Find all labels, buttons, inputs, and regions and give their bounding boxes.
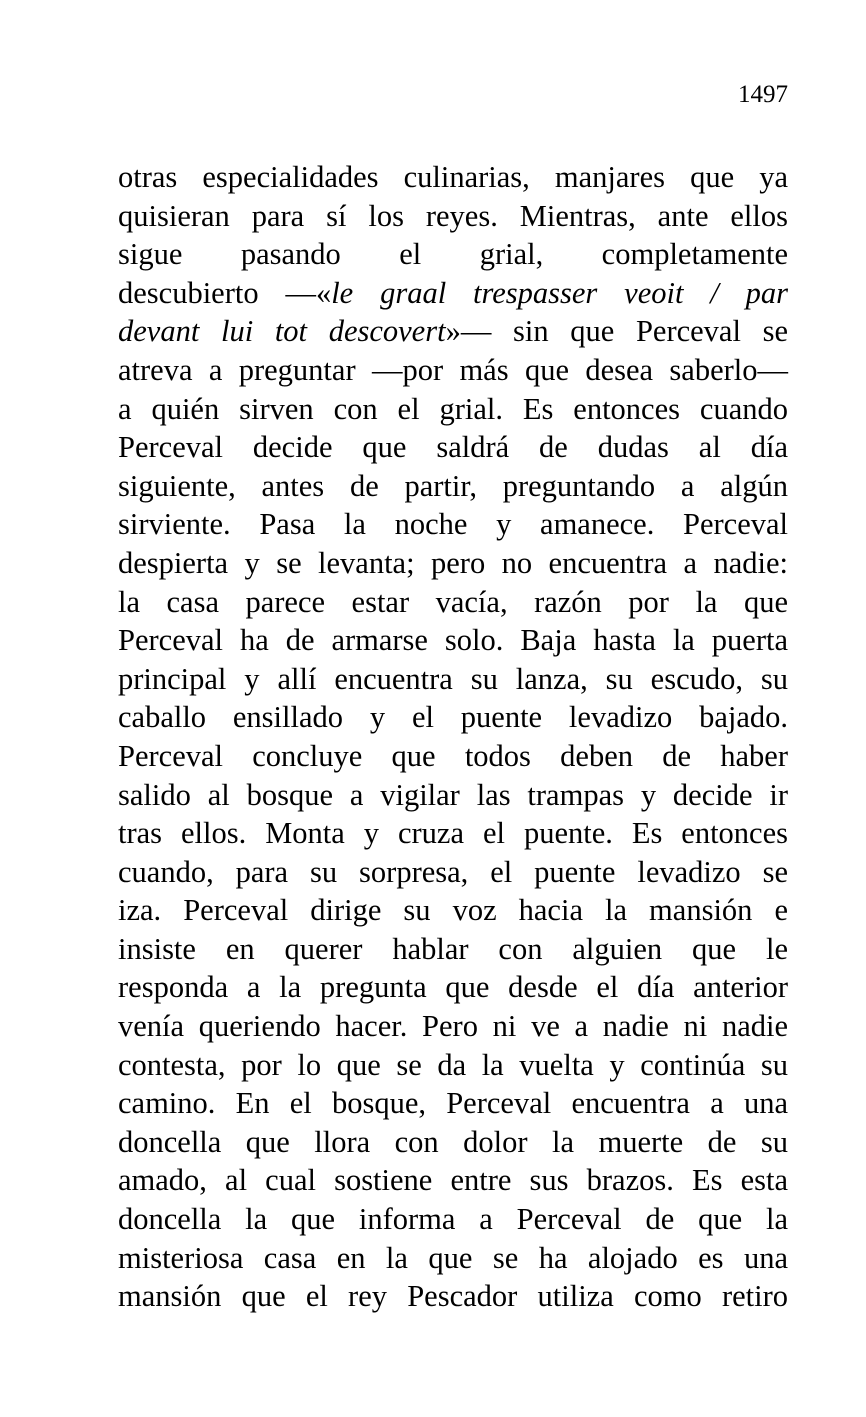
text-segment: »— sin que Perceval se — [445, 314, 789, 349]
text-line: responda a la pregunta que desde el día anterior — [118, 970, 788, 1005]
text-line: camino. En el bosque, Perceval encuentra a una — [118, 1086, 788, 1121]
text-line: Perceval ha de armarse solo. Baja hasta la puerta — [118, 623, 788, 658]
text-line: otras especialidades culinarias, manjares que ya — [118, 160, 788, 194]
text-line: mansión que el rey Pescador utiliza como retiro — [118, 1279, 788, 1314]
text-line: salido al bosque a vigilar las trampas y decide ir — [118, 777, 788, 812]
text-line: sigue pasando el grial, completamente — [118, 237, 788, 272]
body-text — [118, 158, 788, 1316]
italic-quote: devant lui tot descovert — [118, 314, 446, 349]
text-line: sirviente. Pasa la noche y amanece. Perceval — [118, 507, 788, 542]
text-line: insiste en querer hablar con alguien que le — [118, 931, 788, 966]
text-line: a quién sirven con el grial. Es entonces cuando — [118, 391, 788, 426]
text-line: amado, al cual sostiene entre sus brazos. Es esta — [118, 1163, 788, 1198]
text-line: atreva a preguntar —por más que desea saberlo— — [118, 352, 788, 387]
text-line: Perceval concluye que todos deben de haber — [118, 738, 788, 773]
page-number: 1497 — [738, 81, 788, 108]
text-line: iza. Perceval dirige su voz hacia la mansión e — [118, 893, 788, 928]
text-line: principal y allí encuentra su lanza, su escudo, su — [118, 661, 788, 696]
text-line: despierta y se levanta; pero no encuentra a nadie: — [118, 545, 788, 580]
text-line: misteriosa casa en la que se ha alojado es una — [118, 1240, 788, 1275]
text-line — [118, 312, 788, 351]
text-line: tras ellos. Monta y cruza el puente. Es entonces — [118, 816, 788, 851]
text-line: caballo ensillado y el puente levadizo bajado. — [118, 700, 788, 735]
text-line: Perceval decide que saldrá de dudas al día — [118, 430, 788, 465]
text-line: contesta, por lo que se da la vuelta y continúa su — [118, 1047, 788, 1082]
text-line: siguiente, antes de partir, preguntando a algún — [118, 468, 788, 503]
italic-quote: le graal trespasser veoit / par — [331, 275, 788, 310]
text-line: doncella que llora con dolor la muerte de su — [118, 1124, 788, 1159]
text-line: doncella la que informa a Perceval de que la — [118, 1202, 788, 1237]
text-line: quisieran para sí los reyes. Mientras, ante ellos — [118, 198, 788, 233]
text-line: venía queriendo hacer. Pero ni ve a nadie ni nadie — [118, 1009, 788, 1044]
text-segment: descubierto —« — [118, 275, 332, 310]
text-line: la casa parece estar vacía, razón por la que — [118, 584, 788, 619]
text-line: cuando, para su sorpresa, el puente levadizo se — [118, 854, 788, 889]
text-line — [118, 274, 788, 313]
